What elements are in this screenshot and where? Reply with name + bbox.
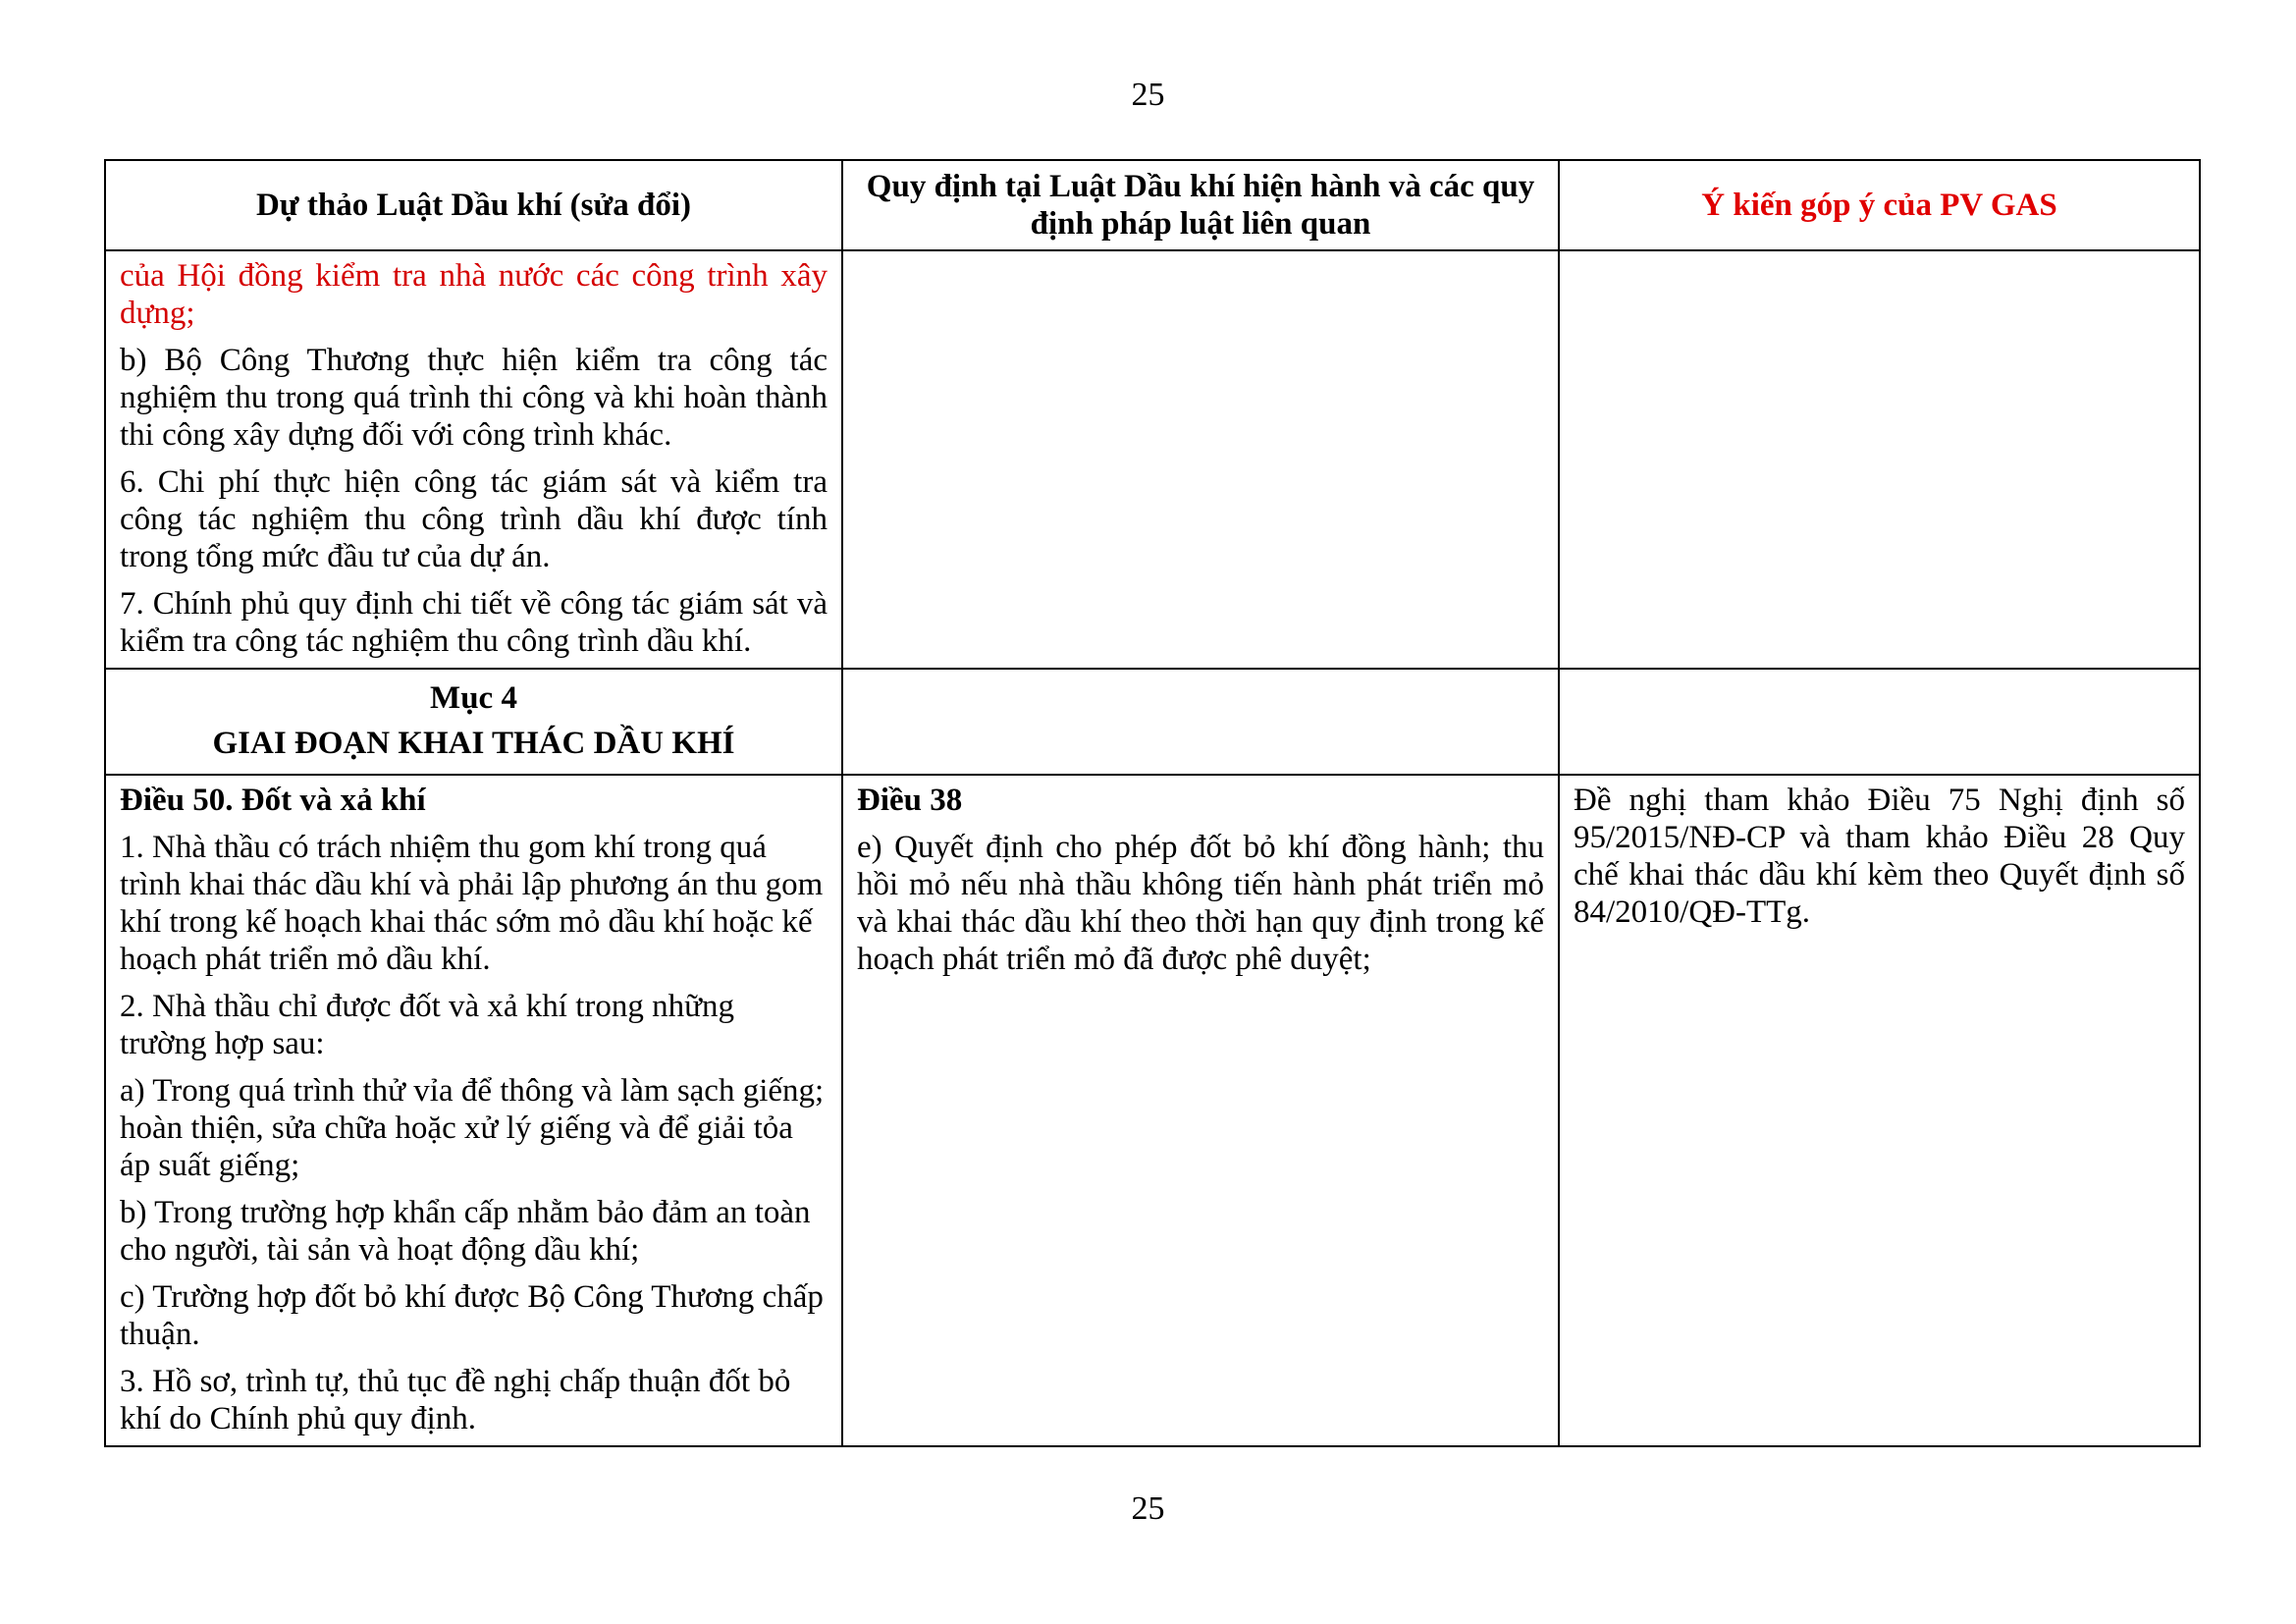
row1-draft-para: 6. Chi phí thực hiện công tác giám sát và kiểm tra công tác nghiệm thu công trình dầu khí được tính trong tổng mức đầu tư của dự án. [120,464,828,574]
row3-current-cell [842,775,1559,1446]
section-opinion-cell [1559,669,2200,775]
row1-draft-cell [105,250,842,669]
row3-draft-para: 2. Nhà thầu chỉ được đốt và xả khí trong những trường hợp sau: [120,989,735,1061]
header-pvgas-opinion: Ý kiến góp ý của PV GAS [1559,160,2200,250]
row3-draft-cell [105,775,842,1446]
article-50-title: Điều 50. Đốt và xả khí [120,783,426,818]
row1-draft-para: của Hội đồng kiểm tra nhà nước các công trình xây dựng; [120,258,828,331]
row3-draft-para: 1. Nhà thầu có trách nhiệm thu gom khí trong quá trình khai thác dầu khí và phải lập phương án thu gom khí trong kế hoạch khai thác sớm mỏ dầu khí hoặc kế hoạch phát triển mỏ dầu khí. [120,830,824,977]
row3-current-para: e) Quyết định cho phép đốt bỏ khí đồng hành; thu hồi mỏ nếu nhà thầu không tiến hành phát triển mỏ và khai thác dầu khí theo thời hạn quy định trong kế hoạch phát triển mỏ đã được phê duyệt; [857,830,1544,977]
row3-draft-para: b) Trong trường hợp khẩn cấp nhằm bảo đảm an toàn cho người, tài sản và hoạt động dầu khí; [120,1195,811,1268]
section-current-cell [842,669,1559,775]
comparison-table [104,159,2201,1447]
article-38-title: Điều 38 [857,783,963,818]
page-number-bottom: 25 [1131,1490,1165,1527]
header-draft-law: Dự thảo Luật Dầu khí (sửa đổi) [105,160,842,250]
table-row [105,775,2200,1446]
row3-draft-para: 3. Hồ sơ, trình tự, thủ tục đề nghị chấp thuận đốt bỏ khí do Chính phủ quy định. [120,1364,791,1436]
row3-draft-para: a) Trong quá trình thử vỉa để thông và làm sạch giếng; hoàn thiện, sửa chữa hoặc xử lý giếng và để giải tỏa áp suất giếng; [120,1073,825,1183]
section-label: Mục 4 [430,680,517,716]
section-row [105,669,2200,775]
row1-opinion-cell [1559,250,2200,669]
table-header-row [105,160,2200,250]
row3-opinion-para: Đề nghị tham khảo Điều 75 Nghị định số 95/2015/NĐ-CP và tham khảo Điều 28 Quy chế khai thác dầu khí kèm theo Quyết định số 84/2010/QĐ-TTg. [1574,783,2185,930]
section-title: GIAI ĐOẠN KHAI THÁC DẦU KHÍ [212,726,735,761]
header-current-law: Quy định tại Luật Dầu khí hiện hành và các quy định pháp luật liên quan [842,160,1559,250]
page-number-top: 25 [1131,77,1165,113]
row1-current-cell [842,250,1559,669]
row3-draft-para: c) Trường hợp đốt bỏ khí được Bộ Công Thương chấp thuận. [120,1279,824,1352]
row3-opinion-cell [1559,775,2200,1446]
table-row [105,250,2200,669]
row1-draft-para: 7. Chính phủ quy định chi tiết về công tác giám sát và kiểm tra công tác nghiệm thu công trình dầu khí. [120,586,828,659]
section-heading-cell [105,669,842,775]
row1-draft-para: b) Bộ Công Thương thực hiện kiểm tra công tác nghiệm thu trong quá trình thi công và khi hoàn thành thi công xây dựng đối với công trình khác. [120,343,828,453]
